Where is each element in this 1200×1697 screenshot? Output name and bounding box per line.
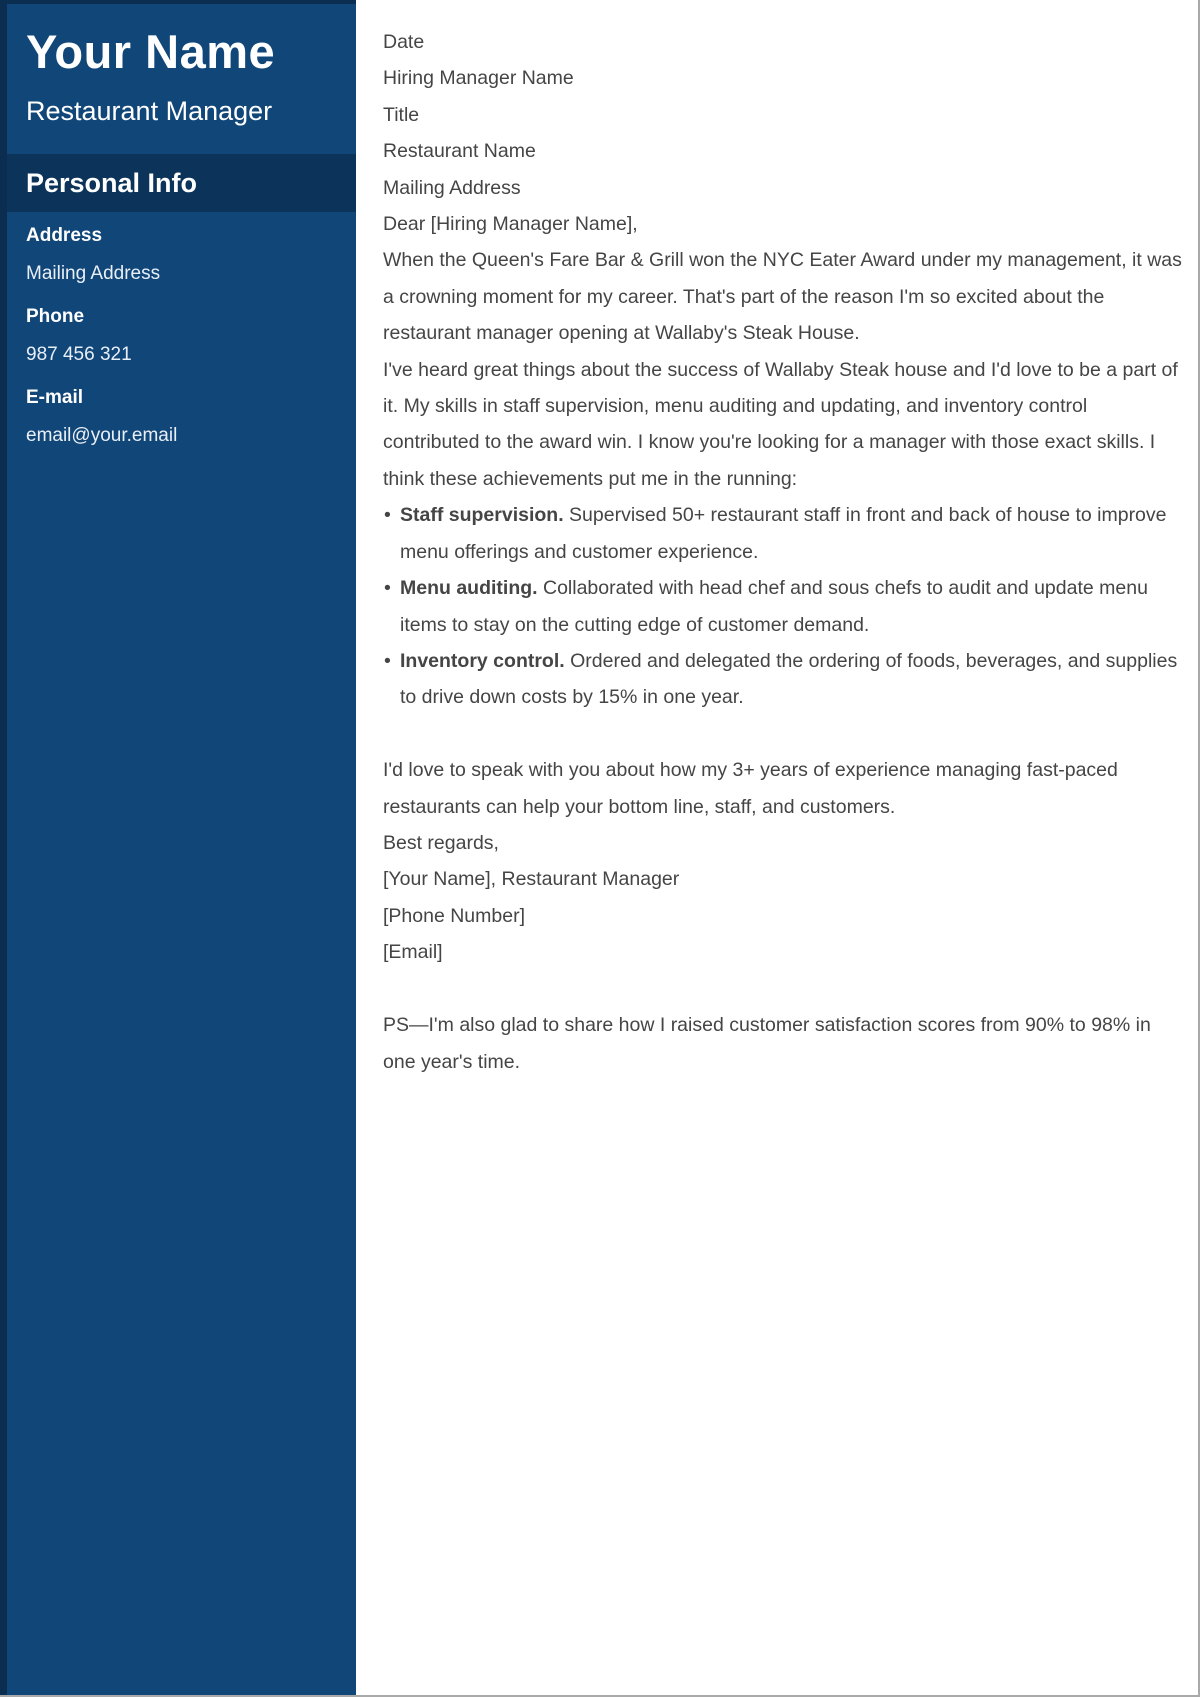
bullet-lead: Staff supervision. [400, 504, 564, 527]
letter-date: Date [383, 31, 425, 53]
signature-block [383, 861, 1184, 970]
signoff: Best regards, [383, 832, 499, 855]
recipient-block [383, 60, 1184, 206]
personal-info-section-header [7, 154, 356, 212]
info-group-email [26, 386, 340, 447]
bullet-lead: Menu auditing. [400, 577, 538, 600]
phone-value: 987 456 321 [26, 344, 132, 366]
job-title: Restaurant Manager [26, 96, 273, 127]
signature-name: [Your Name], Restaurant Manager [383, 868, 680, 891]
list-item [383, 497, 1184, 570]
recipient-address: Mailing Address [383, 176, 521, 199]
personal-info-list [7, 212, 356, 447]
salutation: Dear [Hiring Manager Name], [383, 213, 638, 236]
recipient-title: Title [383, 103, 420, 126]
email-label: E-mail [26, 387, 84, 409]
paragraph-skills: I've heard great things about the success of Wallaby Steak house and I'd love to be a part of it. My skills in staff supervision, menu auditing and updating, and inventory control contributed to the award win. I know you're looking for a manager with those exact skills. I think these achievements put me in the running: [383, 358, 1178, 490]
bullet-text: Supervised 50+ restaurant staff in front and back of house to improve menu offerings and customer experience. [400, 504, 1167, 563]
phone-label: Phone [26, 306, 85, 328]
recipient-company: Restaurant Name [383, 140, 536, 163]
info-group-address [26, 224, 340, 285]
postscript: PS—I'm also glad to share how I raised customer satisfaction scores from 90% to 98% in one year's time. [383, 1014, 1151, 1073]
list-item [383, 643, 1184, 716]
bullet-lead: Inventory control. [400, 649, 565, 672]
bullet-icon: • [384, 577, 391, 600]
bullet-text: Collaborated with head chef and sous chefs to audit and update menu items to stay on the cutting edge of customer demand. [400, 577, 1148, 636]
signature-email: [Email] [383, 941, 443, 964]
paragraph-closing: I'd love to speak with you about how my 3+ years of experience managing fast-paced restaurants can help your bottom line, staff, and customers. [383, 759, 1118, 818]
address-label: Address [26, 225, 103, 247]
signature-phone: [Phone Number] [383, 904, 525, 927]
info-group-phone [26, 305, 340, 366]
bullet-icon: • [384, 504, 391, 527]
sidebar [0, 0, 356, 1695]
list-item [383, 570, 1184, 643]
recipient-name: Hiring Manager Name [383, 67, 574, 90]
person-name: Your Name [26, 25, 276, 78]
letter-body [356, 0, 1198, 1080]
bullet-icon: • [384, 649, 391, 672]
sidebar-header [7, 4, 356, 128]
bullet-text: Ordered and delegated the ordering of foods, beverages, and supplies to drive down costs by 15% in one year. [400, 649, 1178, 709]
personal-info-title: Personal Info [26, 167, 198, 198]
paragraph-intro: When the Queen's Fare Bar & Grill won the NYC Eater Award under my management, it was a crowning moment for my career. That's part of the reason I'm so excited about the restaurant manager opening at Wallaby's Steak House. [383, 249, 1182, 345]
achievements-list [383, 497, 1184, 715]
address-value: Mailing Address [26, 263, 161, 285]
email-value: email@your.email [26, 425, 178, 447]
